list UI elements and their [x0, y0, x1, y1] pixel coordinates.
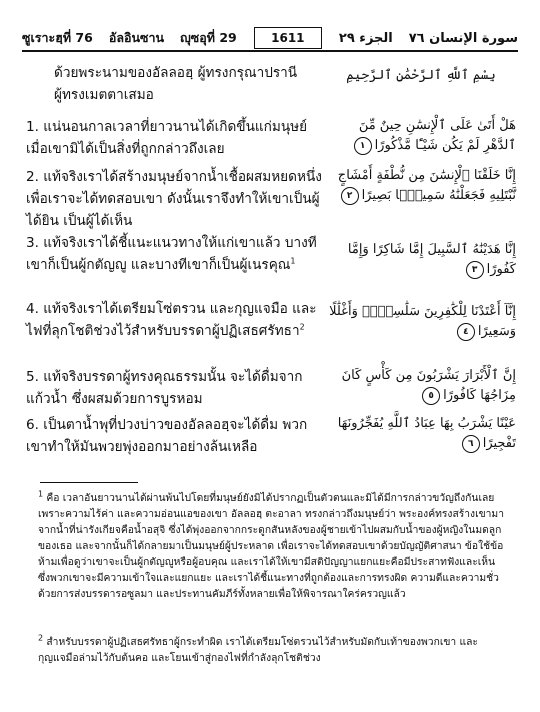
- verse-1: [26, 116, 516, 164]
- footnote-1-mark: 1: [38, 489, 44, 499]
- verse-5: [26, 366, 516, 414]
- verse-6: [26, 414, 516, 462]
- verse-6-number: ٦: [462, 435, 480, 453]
- surah-name-thai: อัลอินซาน: [108, 30, 165, 45]
- verse-4-number: ٤: [457, 323, 475, 341]
- verse-4: [26, 298, 516, 368]
- footnote-1-text: คือ เวลาอันยาวนานได้ผ่านพ้นไปโดยที่มนุษย์ยังมิได้ปรากฏเป็นตัวตนและมิได้มีการกล่าวขวัญถึงกันเลย เพราะความไร้ค่า และความอ่อนแอของเขา อัลลอฮฺ ตะอาลา ทรงกล่าวถึงมนุษย์ว่า พระองค์ทรงสร้างเขามาจากน้ำที่น่ารังเกียจคือน้ำอสุจิ ซึ่งได้พุ่งออกจากกระดูกสันหลังของผู้ชายเข้าไปผสมกับน้ำของผู้หญิงในมดลูกของเธอ และจากนั้นก็ได้กลายมาเป็นมนุษย์ผู้ประหลาด เพื่อเราจะได้ทดสอบเขาด้วยบัญญัติศาสนา ข้อใช้ข้อห้ามเพื่อดูว่าเขาจะเป็นผู้กตัญญูหรือผู้อบคุณ และเราได้ให้เขามีสติปัญญาแยกแยะคือมีประสาทฟังและเห็น ซึ่งพวกเขาจะมีความเข้าใจและแยกแยะ และเราได้ชี้แนะทางที่ถูกต้องและการทรงผิด ความดีและความชั่วด้วยการส่งบรรดารอซูลมา และประทานคัมภีร์ทั้งหลายเพื่อให้พิจารณาใคร่ครวญแล้ว: [38, 492, 504, 600]
- verse-6-arabic-text: عَيْنًا يَشْرَبُ بِهَا عِبَادُ ٱللَّهِ يُفَجِّرُونَهَا تَفْجِيرًا: [337, 416, 516, 451]
- footnote-2: [38, 634, 508, 666]
- footnote-1: [38, 490, 508, 602]
- juz-arabic: الجزء ٢٩: [338, 30, 393, 46]
- verse-1-thai: 1. แน่นอนกาลเวลาที่ยาวนานได้เกิดขึ้นแก่มนุษย์ เมื่อเขามิได้เป็นสิ่งที่ถูกกล่าวถึงเลย: [26, 119, 308, 157]
- surah-name-arabic: سورة الإنسان ٧٦: [408, 30, 518, 46]
- verse-5-arabic: [326, 366, 516, 406]
- verse-6-arabic: [326, 414, 516, 454]
- verse-3-thai: [26, 232, 326, 276]
- verse-4-thai-text: 4. แท้จริงเราได้เตรียมโซ่ตรวน และกุญแจมือ และไฟที่ลุกโชติช่วงไว้สำหรับบรรดาผู้ปฏิเสธศรัทธา: [26, 301, 317, 339]
- bismillah-thai: ด้วยพระนามของอัลลอฮฺ ผู้ทรงกรุณาปรานี ผู้ทรงเมตตาเสมอ: [54, 65, 298, 103]
- verse-5-arabic-text: إِنَّ ٱلْأَبْرَارَ يَشْرَبُونَ مِن كَأْسٍ كَانَ مِزَاجُهَا كَافُورًا: [341, 368, 516, 403]
- page-number: 1611: [254, 27, 321, 49]
- verse-4-arabic: [326, 302, 516, 342]
- footnote-divider: [40, 482, 138, 483]
- footnote-2-mark: 2: [38, 633, 44, 643]
- verse-3-arabic: [326, 240, 516, 280]
- verse-2: [26, 166, 516, 236]
- header-thai: [22, 28, 237, 48]
- verse-2-arabic: [326, 166, 516, 206]
- juz-thai: ญุซอุที่ 29: [180, 30, 237, 45]
- verse-3: [26, 232, 516, 302]
- footnote-ref-2: 2: [299, 322, 305, 332]
- verse-6-thai: 6. เป็นตาน้ำพุที่ปวงบ่าวของอัลลอฮฺจะได้ดื่ม พวกเขาทำให้มันพวยพุ่งออกมาอย่างล้นเหลือ: [26, 417, 308, 455]
- verse-5-thai: 5. แท้จริงบรรดาผู้ทรงคุณธรรมนั้น จะได้ดื่มจากแก้วน้ำ ซึ่งผสมด้วยการบูรหอม: [26, 369, 303, 407]
- header-arabic: [339, 31, 518, 46]
- page-header: [22, 26, 518, 52]
- verse-5-number: ٥: [422, 387, 440, 405]
- footnote-ref-1: 1: [290, 256, 296, 266]
- bismillah-row: [26, 62, 516, 108]
- verse-3-arabic-text: إِنَّا هَدَيْنَٰهُ ٱلسَّبِيلَ إِمَّا شَاكِرًا وَإِمَّا كَفُورًا: [347, 242, 516, 277]
- bismillah-arabic: بِسْمِ ٱللَّهِ ٱلرَّحْمَٰنِ ٱلرَّحِيمِ: [346, 68, 496, 83]
- verse-2-number: ٢: [341, 187, 359, 205]
- verse-4-arabic-text: إِنَّآ أَعْتَدْنَا لِلْكَٰفِرِينَ سَلَٰسِلَا۟ وَأَغْلَٰلًا وَسَعِيرًا: [329, 304, 516, 339]
- verse-1-arabic-text: هَلْ أَتَىٰ عَلَى ٱلْإِنسَٰنِ حِينٌ مِّنَ ٱلدَّهْرِ لَمْ يَكُن شَيْـًٔا مَّذْكُورًا: [358, 118, 516, 153]
- surah-number-thai: ซูเราะฮฺที่ 76: [22, 30, 93, 45]
- verse-1-arabic: [326, 116, 516, 156]
- verse-3-number: ٣: [466, 261, 484, 279]
- footnote-2-text: สำหรับบรรดาผู้ปฏิเสธศรัทธาผู้กระทำผิด เราได้เตรียมโซ่ตรวนไว้สำหรับมัดกับเท้าของพวกเขา และกุญแจมือล่ามไว้กับต้นคอ และโยนเข้าสู่กองไฟที่กำลังลุกโชติช่วง: [38, 636, 478, 664]
- verse-2-arabic-text: إِنَّا خَلَقْنَا ٱلْإِنسَٰنَ مِن نُّطْفَةٍ أَمْشَاجٍ نَّبْتَلِيهِ فَجَعَلْنَٰهُ سَمِيعًۢا بَصِيرًا: [337, 168, 516, 203]
- verse-4-thai: [26, 298, 326, 342]
- verse-3-thai-text: 3. แท้จริงเราได้ชี้แนะแนวทางให้แก่เขาแล้ว บางทีเขาก็เป็นผู้กตัญญู และบางทีเขาก็เป็นผู้เนรคุณ: [26, 235, 317, 273]
- verse-2-thai: 2. แท้จริงเราได้สร้างมนุษย์จากน้ำเชื้อผสมหยดหนึ่ง เพื่อเราจะได้ทดสอบเขา ดังนั้นเราจึงทำให้เขาเป็นผู้ได้ยิน เป็นผู้ได้เห็น: [26, 169, 322, 229]
- verse-1-number: ١: [354, 137, 372, 155]
